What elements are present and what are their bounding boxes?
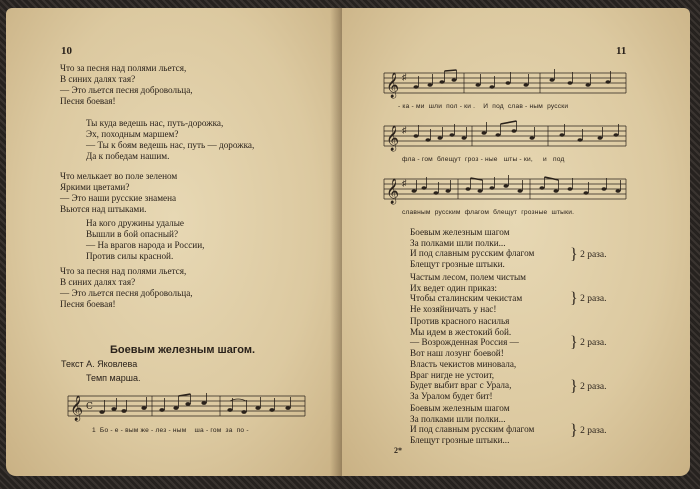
repeat-mark-3: } 2 раза.	[570, 334, 607, 351]
svg-text:♯: ♯	[402, 178, 407, 188]
verse-5: Что за песня над полями льется, В синих далях тая? — Это льется песня добровольца, Песня боевая!	[60, 266, 193, 309]
lyric-line-3: фла - гом блещут гроз - ные шты - ки, и под	[402, 156, 565, 163]
repeat-mark-2: } 2 раза.	[570, 290, 607, 307]
svg-text:𝄞: 𝄞	[386, 126, 400, 151]
lyric-line-2: - ка - ми шли пол - ки . И под слав - ным русски	[398, 103, 569, 110]
page-number-left: 10	[61, 45, 72, 57]
left-page	[6, 8, 342, 476]
music-staff-right-3	[380, 171, 630, 207]
stanza-1: Боевым железным шагом За полками шли полки... И под славным русским флагом Блещут грозные штыки.	[410, 227, 535, 269]
music-staff-right-2	[380, 118, 630, 154]
text-author: Текст А. Яковлева	[61, 359, 138, 369]
song-title: Боевым железным шагом.	[110, 344, 256, 356]
svg-text:♯: ♯	[402, 72, 407, 82]
verse-2: Ты куда ведешь нас, путь-дорожка, Эх, походным маршем? — Ты к боям ведешь нас, путь — дорожка, Да к победам нашим.	[86, 118, 255, 161]
stanza-5: Боевым железным шагом За полками шли полки... И под славным русским флагом Блещут грозные штыки...	[410, 403, 535, 445]
svg-text:♯: ♯	[402, 125, 407, 135]
repeat-mark-1: } 2 раза.	[570, 246, 607, 263]
verse-3: Что мелькает во поле зеленом Яркими цветами? — Это наши русские знамена Вьются над штыками.	[60, 171, 178, 214]
stanza-4: Власть чекистов миновала, Враг нигде не устоит, Будет выбит враг с Урала, За Уралом будет бит!	[410, 359, 517, 401]
stanza-3: Против красного насилья Мы идем в жестокий бой. — Возрожденная Россия — Вот наш лозунг боевой!	[410, 316, 519, 358]
music-staff-left	[60, 388, 310, 428]
lyric-line-1: 1 Бо - е - вым же - лез - ным ша - гом за по -	[92, 427, 249, 434]
repeat-mark-5: } 2 раза.	[570, 422, 607, 439]
page-number-right: 11	[616, 45, 627, 57]
music-staff-right-1	[380, 65, 630, 101]
lyric-line-4: славным русским флагом блещут грозные штыки.	[402, 209, 575, 216]
svg-text:𝄞: 𝄞	[386, 179, 400, 204]
svg-text:C: C	[86, 402, 93, 412]
verse-1: Что за песня над полями льется, В синих далях тая? — Это льется песня добровольца, Песня боевая!	[60, 63, 193, 106]
right-page	[342, 8, 690, 476]
verse-4: На кого дружины удалые Вышли в бой опасный? — На врагов народа и России, Против силы красной.	[86, 218, 205, 261]
stanza-2: Частым лесом, полем чистым Их ведет один приказ: Чтобы сталинским чекистам Не хозяйничать у нас!	[410, 272, 527, 314]
signature-mark: 2*	[394, 446, 402, 455]
svg-text:𝄞: 𝄞	[70, 396, 84, 421]
repeat-mark-4: } 2 раза.	[570, 378, 607, 395]
svg-text:𝄞: 𝄞	[386, 73, 400, 98]
tempo-marking: Темп марша.	[86, 373, 141, 383]
